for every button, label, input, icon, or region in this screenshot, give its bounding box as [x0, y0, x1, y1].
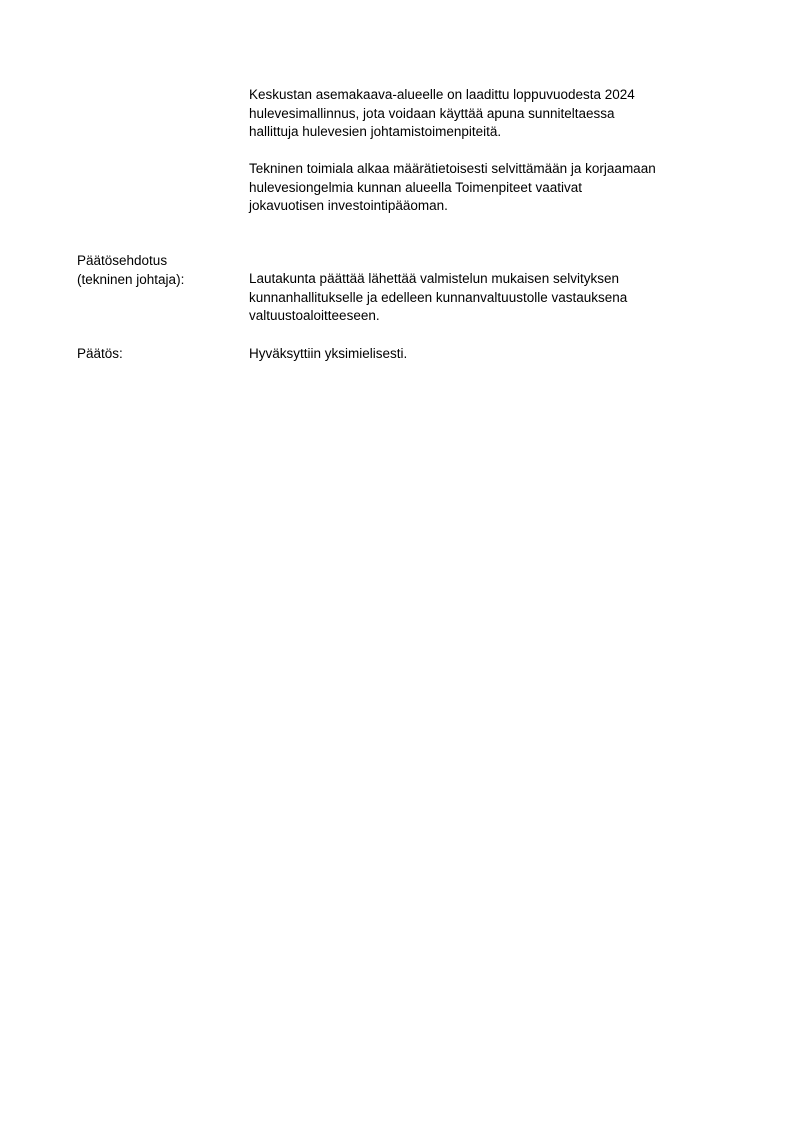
proposal-text: [249, 270, 749, 326]
paragraph-background: [249, 86, 749, 142]
decision-text: [249, 345, 749, 364]
paragraph-line: hallittuja hulevesien johtamistoimenpiteitä.: [249, 124, 502, 139]
paragraph-line: hulevesiongelmia kunnan alueella Toimenpiteet vaativat: [249, 179, 582, 195]
proposal-text-line: Lautakunta päättää lähettää valmistelun mukaisen selvityksen: [249, 271, 619, 286]
decision-text-line: Hyväksyttiin yksimielisesti.: [249, 346, 408, 361]
paragraph-line: hulevesimallinnus, jota voidaan käyttää apuna sunniteltaessa: [249, 105, 615, 121]
proposal-text-line: kunnanhallitukselle ja edelleen kunnanvaltuustolle vastauksena: [249, 289, 628, 305]
proposal-text-line: valtuustoaloitteeseen.: [249, 308, 380, 323]
proposal-label-line: Päätösehdotus: [77, 253, 168, 268]
decision-label: [77, 345, 247, 364]
proposal-label: [77, 252, 247, 289]
paragraph-line: jokavuotisen investointipääoman.: [249, 198, 448, 213]
proposal-label-line: (tekninen johtaja):: [77, 271, 185, 287]
paragraph-line: Tekninen toimiala alkaa määrätietoisesti selvittämään ja korjaamaan: [249, 161, 656, 176]
paragraph-technical-department: [249, 160, 749, 216]
paragraph-line: Keskustan asemakaava-alueelle on laadittu loppuvuodesta 2024: [249, 87, 635, 102]
decision-label-text: Päätös:: [77, 346, 123, 361]
